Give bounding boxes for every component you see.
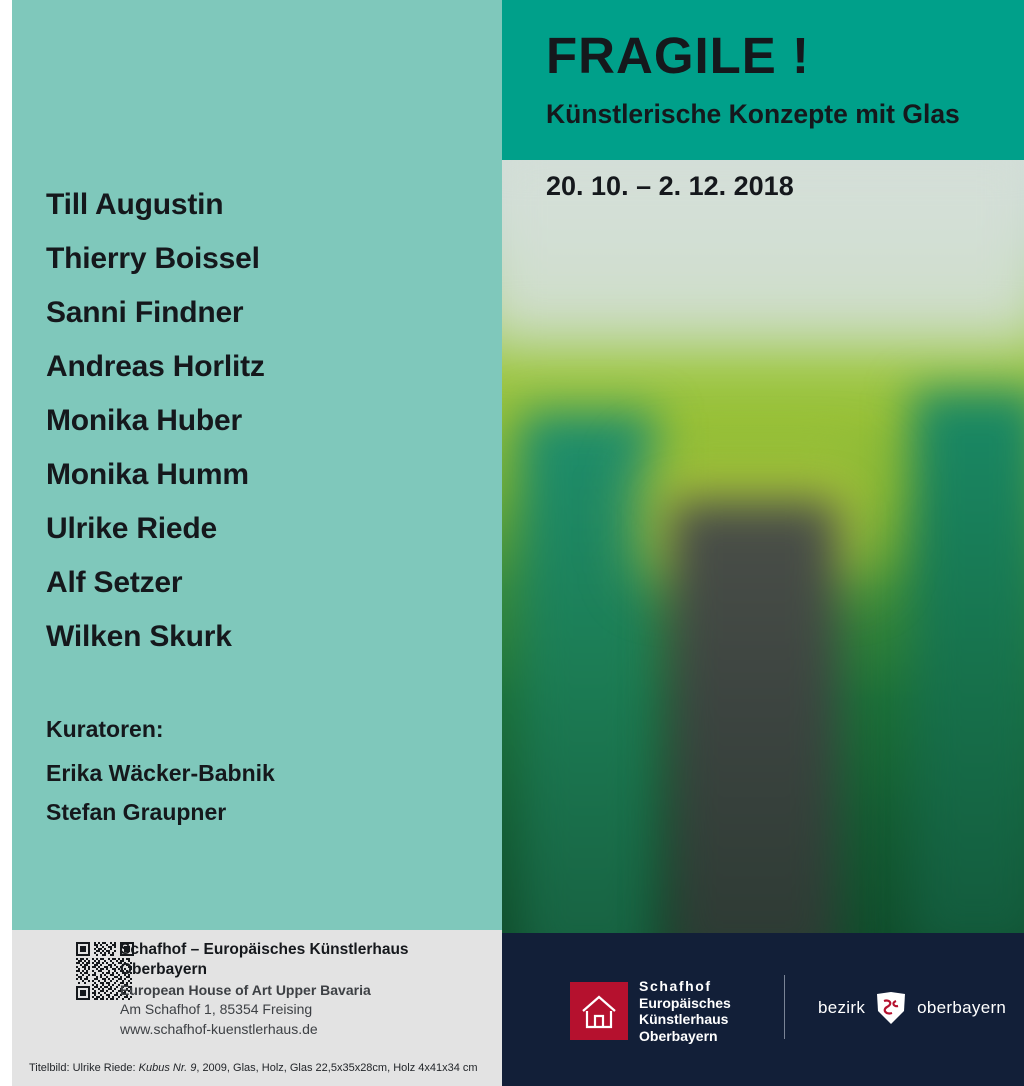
bezirk-knot-icon — [871, 991, 911, 1025]
title-band — [502, 0, 1024, 160]
artwork-shape-left — [520, 412, 656, 933]
curator-name: Stefan Graupner — [46, 799, 227, 825]
address-text — [120, 940, 490, 1040]
list-item: Monika Humm — [46, 458, 249, 491]
schafhof-house-icon — [570, 982, 628, 1040]
address-line-street: Am Schafhof 1, 85354 Freising — [120, 1001, 313, 1018]
curator-name: Erika Wäcker-Babnik — [46, 760, 275, 786]
schafhof-line-1: Schafhof — [639, 978, 712, 994]
artwork-shape-right — [912, 390, 1024, 933]
address-line-website[interactable]: www.schafhof-kuenstlerhaus.de — [120, 1021, 318, 1038]
list-item: Sanni Findner — [46, 296, 244, 329]
logo-divider — [784, 975, 785, 1039]
artists-panel — [12, 0, 502, 930]
caption-prefix: Titelbild: Ulrike Riede: — [29, 1062, 139, 1074]
schafhof-line-3: Künstlerhaus — [639, 1011, 729, 1028]
schafhof-line-2: Europäisches — [639, 994, 731, 1011]
address-block — [12, 930, 502, 1057]
curators-block — [46, 718, 476, 840]
left-panel — [12, 0, 502, 1086]
caption-bar — [12, 1057, 502, 1086]
right-panel — [502, 0, 1024, 1086]
address-line-name: Schafhof – Europäisches Künstlerhaus Oberbayern — [120, 941, 409, 979]
caption-suffix: , 2009, Glas, Holz, Glas 22,5x35x28cm, Holz 4x41x34 cm — [196, 1062, 478, 1074]
curators-heading: Kuratoren: — [46, 716, 164, 742]
list-item: Ulrike Riede — [46, 512, 218, 545]
list-item: Till Augustin — [46, 188, 224, 221]
footer-logo-band — [502, 933, 1024, 1086]
bezirk-word-right: oberbayern — [917, 998, 1007, 1017]
list-item: Andreas Horlitz — [46, 350, 265, 383]
artwork-image — [502, 160, 1024, 933]
list-item: Alf Setzer — [46, 566, 183, 599]
caption-title: Kubus Nr. 9 — [138, 1062, 197, 1074]
artwork-shape-center — [670, 500, 838, 933]
artist-list — [46, 190, 476, 676]
bezirk-oberbayern-logo[interactable] — [818, 991, 1006, 1025]
page-title: FRAGILE ! — [546, 27, 810, 84]
bezirk-word-left: bezirk — [818, 998, 866, 1017]
exhibition-dates: 20. 10. – 2. 12. 2018 — [546, 171, 794, 201]
list-item: Thierry Boissel — [46, 242, 260, 275]
image-caption — [29, 1062, 478, 1074]
list-item: Wilken Skurk — [46, 620, 232, 653]
schafhof-wordmark — [639, 978, 731, 1044]
schafhof-logo[interactable] — [570, 978, 731, 1044]
address-line-name-en: European House of Art Upper Bavaria — [120, 981, 371, 998]
page-subtitle: Künstlerische Konzepte mit Glas — [546, 99, 960, 129]
list-item: Monika Huber — [46, 404, 242, 437]
schafhof-line-4: Oberbayern — [639, 1027, 718, 1044]
